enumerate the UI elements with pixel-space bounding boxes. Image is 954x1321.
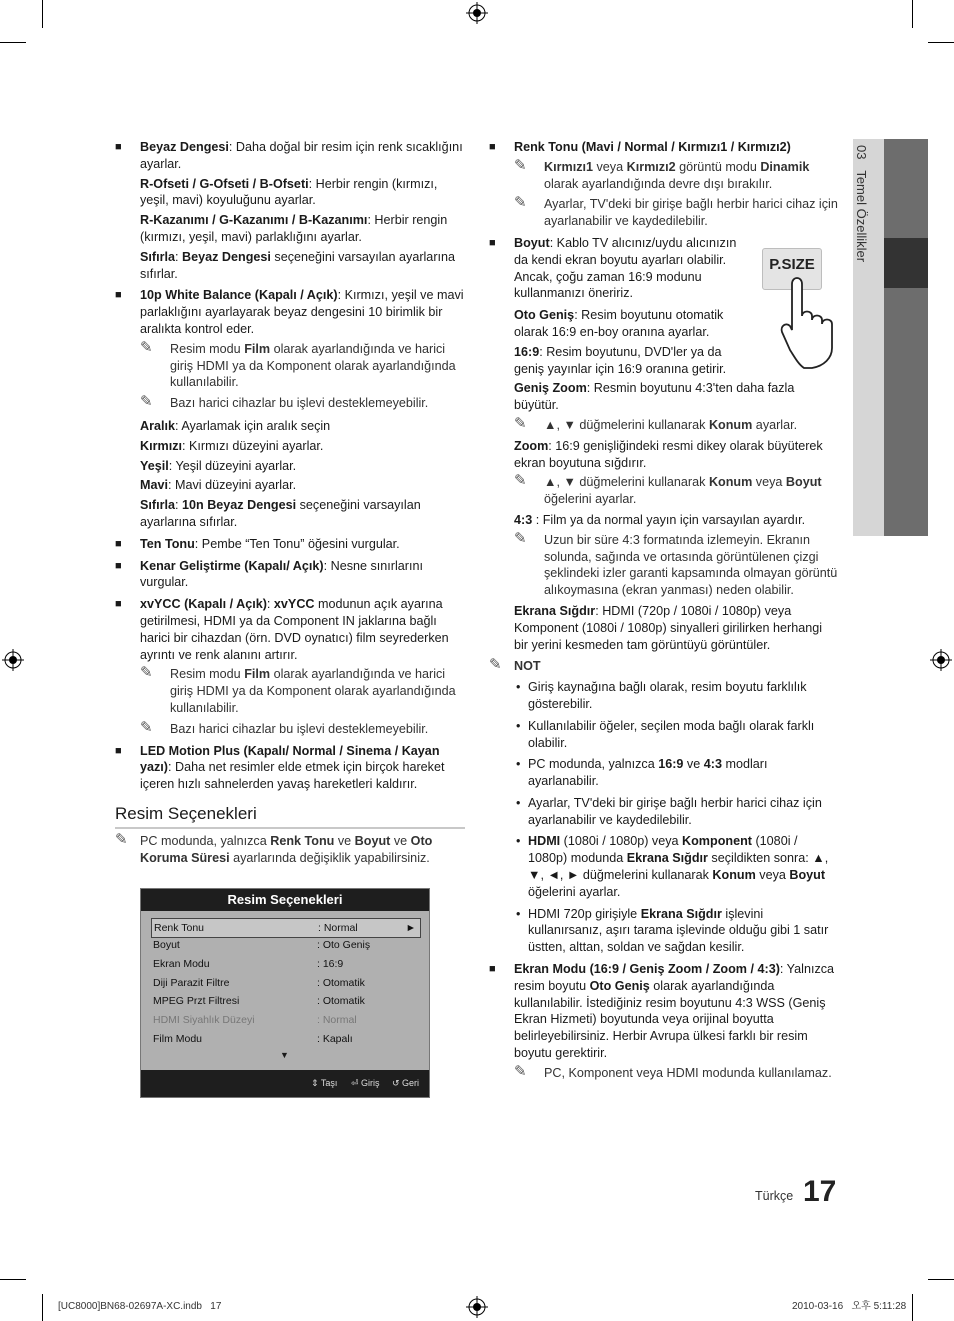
side-tab-marker — [884, 238, 928, 288]
crop-mark — [0, 42, 26, 43]
pencil-icon: ✎ — [140, 664, 153, 682]
enter-hint: ⏎ Giriş — [351, 1078, 380, 1088]
registration-mark-icon — [466, 1296, 488, 1318]
menu-row-size[interactable]: Boyut : Oto Geniş — [153, 939, 371, 951]
imprint-date: 2010-03-16 오후 5:11:28 — [792, 1301, 907, 1312]
menu-row-digital-noise[interactable]: Diji Parazit Filtre : Otomatik — [153, 977, 365, 989]
menu-row-hdmi-black: HDMI Siyahlık Düzeyi : Normal — [153, 1014, 357, 1026]
pencil-icon: ✎ — [514, 194, 527, 212]
bullet-square-icon: ■ — [115, 141, 122, 153]
pencil-icon: ✎ — [140, 393, 153, 411]
xvycc-item: ■ xvYCC (Kapalı / Açık): xvYCC modunun açık ayarına getirilmesi, HDMI ya da Component IN jaklarına bağlı harici bir cihazdan (örn. DVD oynatıcı) film seyrederken ayrıntı ve renk alanını artırır. ✎ Resim modu Film olarak ayarlandığında ve harici giriş HDMI ya da Komponent olarak ayarlandığında kullanılabilir. ✎ Bazı harici cihazlar bu işlevi desteklemeyebilir. — [115, 596, 465, 737]
left-column — [115, 139, 465, 870]
list-item: • HDMI 720p girişiyle Ekrana Sığdır işlevini kullanırsanız, aşırı tarama işlevinde olduğu gibi 1 satır üstten, alttan, soldan ve sağdan kesilir. — [516, 906, 829, 955]
scroll-down-icon[interactable]: ▼ — [280, 1050, 289, 1060]
note: ✎ ▲, ▼ düğmelerini kullanarak Konum veya Boyut öğelerini ayarlar. — [514, 472, 822, 507]
pencil-icon: ✎ — [514, 1062, 527, 1080]
move-hint: ⇕ Taşı — [311, 1078, 338, 1088]
bullet-square-icon: ■ — [489, 963, 496, 976]
led-motion-plus-item: ■ LED Motion Plus (Kapalı/ Normal / Sinema / Kayan yazı): Daha net resimler elde etmek için birçok hareket içeren hızlı sahnelerden yavaş hareketleri kaldırır. — [115, 743, 445, 792]
list-item: • Kullanılabilir öğeler, seçilen moda bağlı olarak farklı olabilir. — [516, 718, 815, 750]
crop-mark — [42, 0, 43, 28]
osd-menu — [140, 888, 430, 1098]
registration-mark-icon — [466, 2, 488, 24]
bullet-square-icon: ■ — [115, 289, 122, 302]
pencil-icon: ✎ — [489, 656, 502, 674]
bullet-square-icon: ■ — [115, 598, 122, 611]
crop-mark — [0, 1279, 26, 1280]
section-heading: Resim Seçenekleri — [115, 803, 465, 829]
pencil-icon: ✎ — [514, 472, 527, 490]
pencil-icon: ✎ — [514, 414, 527, 432]
pencil-icon: ✎ — [514, 529, 527, 547]
menu-title: Resim Seçenekleri — [141, 889, 429, 911]
menu-row-mpeg-noise[interactable]: MPEG Przt Filtresi : Otomatik — [153, 995, 365, 1007]
crop-mark — [928, 1279, 954, 1280]
list-item: • Ayarlar, TV'deki bir girişe bağlı herbir harici cihaz için ayarlanabilir ve kaydedilebilir. — [516, 795, 822, 827]
page-number: 17 — [803, 1175, 837, 1208]
crop-mark — [912, 1294, 913, 1321]
right-arrow-icon: ► — [405, 922, 416, 934]
menu-row-film-mode[interactable]: Film Modu : Kapalı — [153, 1033, 353, 1045]
note: ✎ Kırmızı1 veya Kırmızı2 görüntü modu Dinamik olarak ayarlandığında devre dışı bırakılır. — [514, 156, 810, 191]
note: ✎ PC, Komponent veya HDMI modunda kullanılamaz. — [514, 1062, 832, 1080]
side-tab-label — [852, 145, 869, 262]
hand-pointer-icon — [778, 270, 848, 370]
pencil-icon: ✎ — [140, 718, 153, 736]
bullet-square-icon: ■ — [115, 744, 122, 757]
note: ✎ Resim modu Film olarak ayarlandığında ve harici giriş HDMI ya da Komponent olarak ayarlandığında kullanılabilir. — [140, 338, 456, 390]
back-hint: ↺ Geri — [392, 1078, 420, 1088]
pc-mode-note: ✎ PC modunda, yalnızca Renk Tonu ve Boyut ve Oto Koruma Süresi ayarlarında değişiklik yapabilirsiniz. — [115, 830, 433, 865]
note: ✎ ▲, ▼ düğmelerini kullanarak Konum ayarlar. — [514, 414, 798, 432]
note: ✎ Uzun bir süre 4:3 formatında izlemeyin. Ekranın solunda, sağında ve ortasında görüntülenen çizgi şeklindeki izler garanti kapsamında olmayan görüntü alıkoymasına (ekran yanması) neden olabilir. — [514, 529, 838, 598]
flesh-tone-item: ■ Ten Tonu: Pembe “Ten Tonu” öğesini vurgular. — [115, 536, 400, 551]
not-bullets — [489, 679, 839, 956]
menu-row-screen-mode[interactable]: Ekran Modu : 16:9 — [153, 958, 344, 970]
registration-mark-icon — [2, 649, 24, 671]
menu-footer — [141, 1070, 429, 1097]
screen-mode-item: ■ Ekran Modu (16:9 / Geniş Zoom / Zoom / 4:3): Yalnızca resim boyutu Oto Geniş olarak ayarlandığında kullanılabilir. İstediğiniz resim boyutunu 4:3 WSS (Geniş Ekran Hizmeti) boyutunda veya orijinal boyutta belirleyebilirsiniz. Herbir Avrupa ülkesi farklı bir resim boyutu gerektirir. ✎ PC, Komponent veya HDMI modunda kullanılamaz. — [489, 961, 839, 1082]
pencil-icon: ✎ — [514, 156, 527, 174]
registration-mark-icon — [930, 649, 952, 671]
not-heading: ✎ NOT — [489, 656, 541, 674]
crop-mark — [912, 0, 913, 28]
note: ✎ Ayarlar, TV'deki bir girişe bağlı herbir harici cihaz için ayarlanabilir ve kaydedilebilir. — [514, 194, 838, 229]
wb10-item: ■ 10p White Balance (Kapalı / Açık): Kırmızı, yeşil ve mavi parlaklığını ayarlayarak beyaz dengesini 10 birimlik bir aralıkta kontrol eder. ✎ Resim modu Film olarak ayarlandığında ve harici giriş HDMI ya da Komponent olarak ayarlandığında kullanılabilir. ✎ Bazı harici cihazlar bu işlevi desteklemeyebilir. Aralık: Ayarlamak için aralık seçin Kırmızı: Kırmızı düzeyini ayarlar. Yeşil: Yeşil düzeyini ayarlar. Mavi: Mavi düzeyini ayarlar. Sıfırla: 10n Beyaz Dengesi seçeneğini varsayılan ayarlarına sıfırlar. — [115, 288, 464, 529]
bullet-square-icon: ■ — [115, 559, 122, 572]
list-item: • Giriş kaynağına bağlı olarak, resim boyutu farklılık gösterebilir. — [516, 680, 807, 711]
bullet-square-icon: ■ — [115, 537, 122, 550]
note: ✎ Resim modu Film olarak ayarlandığında ve harici giriş HDMI ya da Komponent olarak ayarlandığında kullanılabilir. — [140, 664, 456, 715]
edge-enhancement-item: ■ Kenar Geliştirme (Kapalı/ Açık): Nesne sınırlarını vurgular. — [115, 558, 424, 590]
chapter-number: 03 — [854, 145, 869, 160]
page-language: Türkçe — [755, 1189, 794, 1203]
list-item: • HDMI (1080i / 1080p) veya Komponent (1080i / 1080p) modunda Ekrana Sığdır seçildikten sonra: ▲, ▼, ◄, ► düğmelerini kullanarak Konum veya Boyut öğelerini ayarlar. — [516, 834, 829, 899]
bullet-square-icon: ■ — [489, 236, 496, 249]
tint-item: ■ Renk Tonu (Mavi / Normal / Kırmızı1 / Kırmızı2) ✎ Kırmızı1 veya Kırmızı2 görüntü modu Dinamik olarak ayarlandığında devre dışı bırakılır. ✎ Ayarlar, TV'deki bir girişe bağlı herbir harici cihaz için ayarlanabilir ve kaydedilebilir. — [489, 140, 838, 229]
note: ✎ Bazı harici cihazlar bu işlevi desteklemeyebilir. — [140, 718, 429, 736]
side-tab-dark — [884, 139, 928, 536]
bullet-square-icon: ■ — [489, 141, 496, 153]
crop-mark — [42, 1294, 43, 1321]
pencil-icon: ✎ — [140, 338, 153, 356]
crop-mark — [928, 42, 954, 43]
chapter-title: Temel Özellikler — [854, 170, 869, 263]
note: ✎ Bazı harici cihazlar bu işlevi desteklemeyebilir. — [140, 393, 429, 411]
psize-label: P.SIZE — [769, 256, 815, 273]
white-balance-item: ■ Beyaz Dengesi: Daha doğal bir resim için renk sıcaklığını ayarlar. R-Ofseti / G-Ofseti / B-Ofseti: Herbir rengin (kırmızı, yeşil, mavi) koyuluğunu ayarlar. R-Kazanımı / G-Kazanımı / B-Kazanımı: Herbir rengin (kırmızı, yeşil, mavi) parlaklığını ayarlar. Sıfırla: Beyaz Dengesi seçeneğini varsayılan ayarlarına sıfırlar. — [115, 140, 463, 281]
list-item: • PC modunda, yalnızca 16:9 ve 4:3 modları ayarlanabilir. — [516, 757, 768, 789]
menu-row-tint[interactable]: Renk Tonu : Normal ► — [151, 918, 421, 938]
imprint-file: [UC8000]BN68-02697A-XC.indb 17 — [58, 1301, 222, 1312]
size-item: ■ Boyut: Kablo TV alıcınız/uydu alıcınızın da kendi ekran boyutu ayarları olabilir. Ancak, çoğu zaman 16:9 modunu kullanmanızı öneririz. Oto Geniş: Resim boyutunu otomatik olarak 16:9 en-boy oranına ayarlar. 16:9: Resim boyutunu, DVD'ler ya da geniş yayınlar için 16:9 oranına getirir. Geniş Zoom: Resmin boyutunu 4:3'ten daha fazla büyütür. ✎ ▲, ▼ düğmelerini kullanarak Konum ayarlar. Zoom: 16:9 genişliğindeki resmi dikey olarak büyüterek ekran boyutuna sığdırır. ✎ ▲, ▼ düğmelerini kullanarak Konum veya Boyut öğelerini ayarlar. 4:3 : Film ya da normal yayın için varsayılan ayardır. ✎ Uzun bir süre 4:3 formatında izlemeyin. Ekranın solunda, sağında ve ortasında görüntülenen çizgi şeklindeki izler garanti kapsamında olmayan görüntü alıkoymasına (ekran yanması) neden olabilir. Ekrana Sığdır: HDMI (720p / 1080i / 1080p) veya Komponent (1080i / 1080p) sinyalleri girilirken herhangi bir yerini kesmeden tam görüntüyü görüntüler. — [489, 235, 838, 652]
pencil-icon: ✎ — [115, 830, 128, 848]
